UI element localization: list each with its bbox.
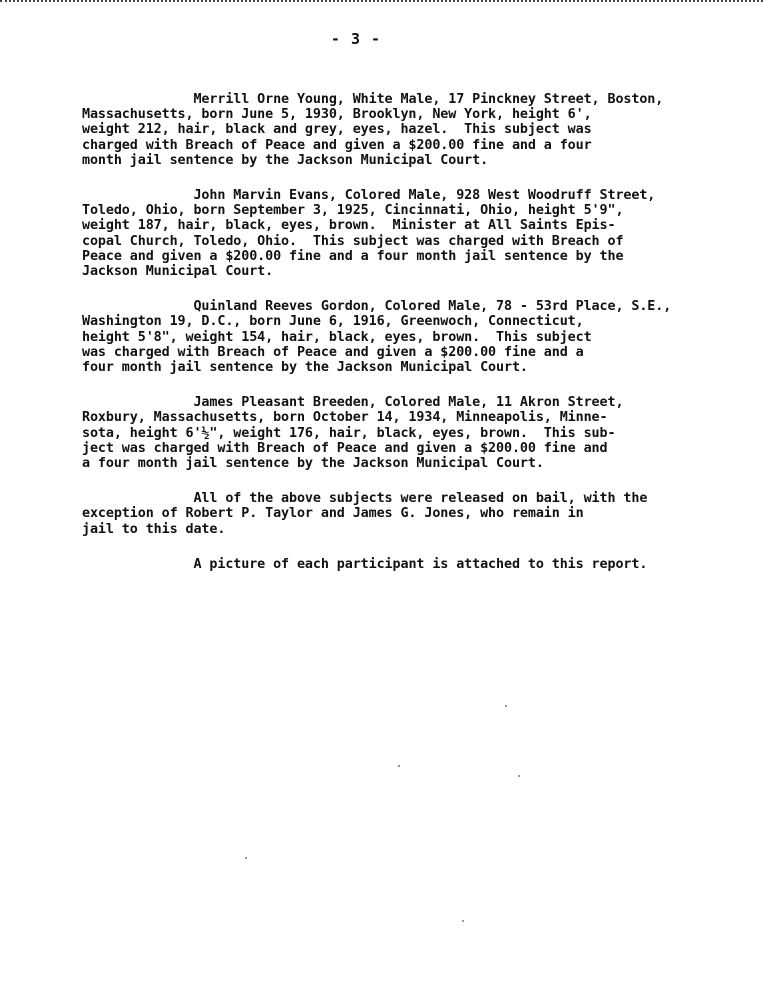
scan-speck <box>462 920 464 922</box>
scan-speck <box>245 857 247 859</box>
paragraph-james-breeden: James Pleasant Breeden, Colored Male, 11 Akron Street, Roxbury, Massachusetts, born October 14, 1934, Minneapolis, Minne- sota, height 6'½", weight 176, hair, black, eyes, brown. This sub- ject was charged with Breach of Peace and given a $200.00 fine and a four month jail sentence by the Jackson Municipal Court. <box>82 395 624 472</box>
paragraph-bail-note: All of the above subjects were released on bail, with the exception of Robert P. Taylor and James G. Jones, who remain in jail to this date. <box>82 491 648 537</box>
paragraph-john-evans: John Marvin Evans, Colored Male, 928 West Woodruff Street, Toledo, Ohio, born September 3, 1925, Cincinnati, Ohio, height 5'9", weight 187, hair, black, eyes, brown. Minister at All Saints Epis- copal Church, Toledo, Ohio. This subject was charged with Breach of Peace and given a $200.00 fine and a four month jail sentence by the Jackson Municipal Court. <box>82 188 656 280</box>
paragraph-merrill-young: Merrill Orne Young, White Male, 17 Pinckney Street, Boston, Massachusetts, born June 5, 1930, Brooklyn, New York, height 6', weight 212, hair, black and grey, eyes, hazel. This subject was charged with Breach of Peace and given a $200.00 fine and a four month jail sentence by the Jackson Municipal Court. <box>82 92 664 168</box>
scan-speck <box>398 765 400 767</box>
page-number: - 3 - <box>330 30 382 48</box>
scan-speck <box>505 705 507 707</box>
scan-speck <box>518 775 520 777</box>
page-top-edge <box>0 0 763 6</box>
paragraph-picture-note: A picture of each participant is attached to this report. <box>82 556 648 572</box>
report-body <box>82 92 692 592</box>
paragraph-quinland-gordon: Quinland Reeves Gordon, Colored Male, 78 - 53rd Place, S.E., Washington 19, D.C., born June 6, 1916, Greenwoch, Connecticut, height 5'8", weight 154, hair, black, eyes, brown. This subject was charged with Breach of Peace and given a $200.00 fine and a four month jail sentence by the Jackson Municipal Court. <box>82 299 672 376</box>
